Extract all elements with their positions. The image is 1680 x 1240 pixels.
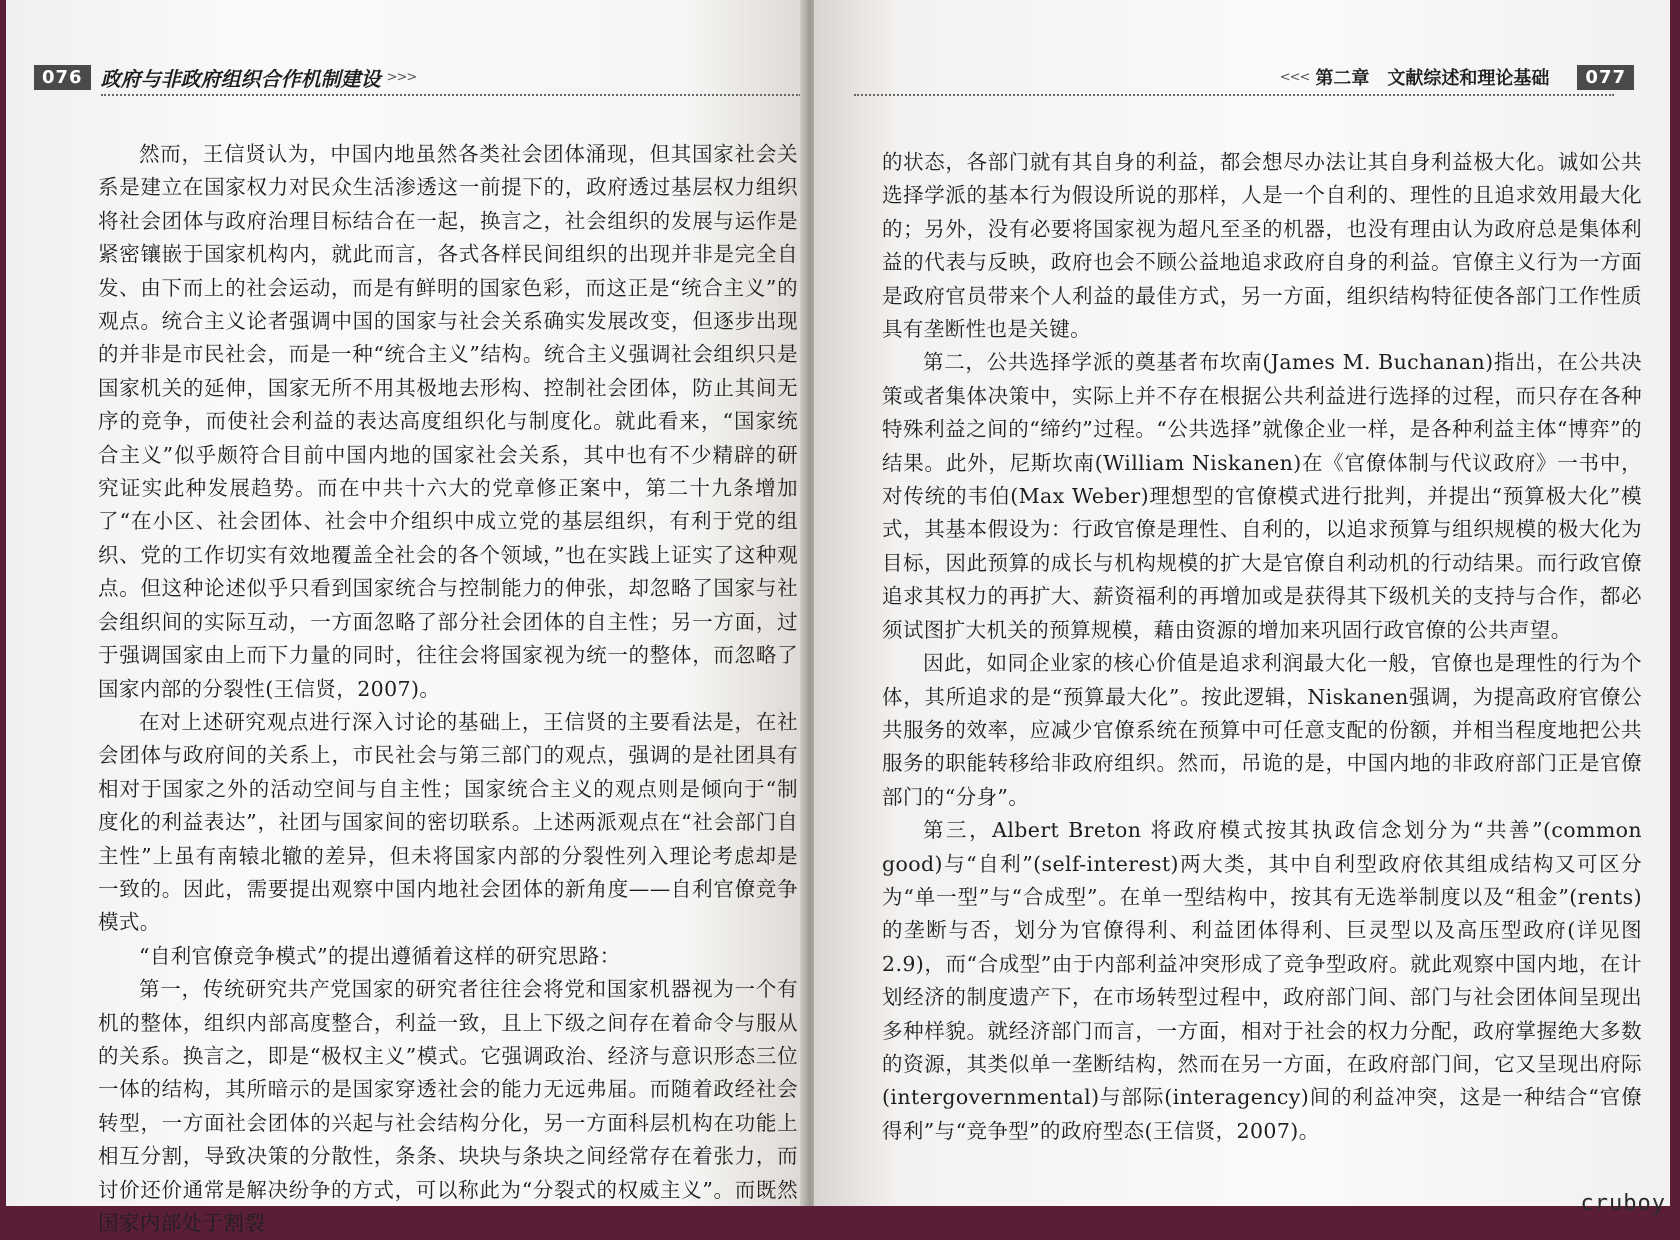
paragraph-continuation: 的状态，各部门就有其自身的利益，都会想尽办法让其自身利益极大化。诚如公共选择学派的基本行为假设所说的那样，人是一个自利的、理性的且追求效用最大化的；另外，没有必要将国家视为超凡至圣的机器，也没有理由认为政府总是集体利益的代表与反映，政府也会不顾公益地追求政府自身的利益。官僚主义行为一方面是政府官员带来个人利益的最佳方式，另一方面，组织结构特征使各部门工作性质具有垄断性也是关键。 [882,150,1642,342]
header-arrows: <<< [1279,69,1310,85]
paragraph: 然而，王信贤认为，中国内地虽然各类社会团体涌现，但其国家社会关系是建立在国家权力对民众生活渗透这一前提下的，政府透过基层权力组织将社会团体与政府治理目标结合在一起，换言之，社会组织的发展与运作是紧密镶嵌于国家机构内，就此而言，各式各样民间组织的出现并非是完全自发、由下而上的社会运动，而是有鲜明的国家色彩，而这正是“统合主义”的观点。统合主义论者强调中国的国家与社会关系确实发展改变，但逐步出现的并非是市民社会，而是一种“统合主义”结构。统合主义强调社会组织只是国家机关的延伸，国家无所不用其极地去形构、控制社会团体，防止其间无序的竞争，而使社会利益的表达高度组织化与制度化。就此看来，“国家统合主义”似乎颇符合目前中国内地的国家社会关系，其中也有不少精辟的研究证实此种发展趋势。而在中共十六大的党章修正案中，第二十九条增加了“在小区、社会团体、社会中介组织中成立党的基层组织，有利于党的组织、党的工作切实有效地覆盖全社会的各个领域，”也在实践上证实了这种观点。但这种论述似乎只看到国家统合与控制能力的伸张，却忽略了国家与社会组织间的实际互动，一方面忽略了部分社会团体的自主性；另一方面，过于强调国家由上而下力量的同时，往往会将国家视为统一的整体，而忽略了国家内部的分裂性(王信贤，2007)。 [98,142,798,701]
open-book [6,0,1670,1235]
right-page-body [882,146,1642,1148]
right-page-header [854,62,1634,92]
paragraph: “自利官僚竞争模式”的提出遵循着这样的研究思路： [139,943,621,968]
paragraph: 在对上述研究观点进行深入讨论的基础上，王信贤的主要看法是，在社会团体与政府间的关系上，市民社会与第三部门的观点，强调的是社团具有相对于国家之外的活动空间与自主性；国家统合主义的观点则是倾向于“制度化的利益表达”，社团与国家间的密切联系。上述两派观点在“社会部门自主性”上虽有南辕北辙的差异，但未将国家内部的分裂性列入理论考虑却是一致的。因此，需要提出观察中国内地社会团体的新角度——自利官僚竞争模式。 [98,709,798,935]
chapter-label: 第二章 [1315,68,1370,89]
page-number: 076 [34,65,91,90]
right-page [814,0,1670,1206]
running-title: 政府与非政府组织合作机制建设 [100,66,381,91]
header-arrows: >>> [386,69,417,85]
chapter-heading [1315,64,1567,90]
paragraph: 第二，公共选择学派的奠基者布坎南(James M. Buchanan)指出，在公共决策或者集体决策中，实际上并不存在根据公共利益进行选择的过程，而只存在各种特殊利益之间的“缔约”过程。“公共选择”就像企业一样，是各种利益主体“博弈”的结果。此外，尼斯坎南(William Niskanen)在《官僚体制与代议政府》一书中，对传统的韦伯(Max Weber)理想型的官僚模式进行批判，并提出“预算极大化”模式，其基本假设为：行政官僚是理性、自利的，以追求预算与组织规模的极大化为目标，因此预算的成长与机构规模的扩大是官僚自利动机的行动结果。而行政官僚追求其权力的再扩大、薪资福利的再增加或是获得其下级机关的支持与合作，都必须试图扩大机关的预算规模，藉由资源的增加来巩固行政官僚的公共声望。 [882,350,1642,642]
header-rule [101,94,801,96]
header-rule [854,94,1614,96]
watermark: cruboy [1580,1191,1666,1216]
chapter-title: 文献综述和理论基础 [1387,68,1550,89]
page-number: 077 [1577,65,1634,90]
paragraph: 第一，传统研究共产党国家的研究者往往会将党和国家机器视为一个有机的整体，组织内部高度整合，利益一致，且上下级之间存在着命令与服从的关系。换言之，即是“极权主义”模式。它强调政治、经济与意识形态三位一体的结构，其所暗示的是国家穿透社会的能力无远弗届。而随着政经社会转型，一方面社会团体的兴起与社会结构分化，另一方面科层机构在功能上相互分割，导致决策的分散性，条条、块块与条块之间经常存在着张力，而讨价还价通常是解决纷争的方式，可以称此为“分裂式的权威主义”。而既然国家内部处于割裂 [98,977,798,1235]
left-page-body [98,138,798,1240]
left-page-header [34,62,796,92]
left-page [6,0,806,1235]
paragraph: 第三，Albert Breton 将政府模式按其执政信念划分为“共善”(common good)与“自利”(self-interest)两大类，其中自利型政府依其组成结构又可区分为“单一型”与“合成型”。在单一型结构中，按其有无选举制度以及“租金”(rents)的垄断与否，划分为官僚得利、利益团体得利、巨灵型以及高压型政府(详见图 2.9)，而“合成型”由于内部利益冲突形成了竞争型政府。就此观察中国内地，在计划经济的制度遗产下，在市场转型过程中，政府部门间、部门与社会团体间呈现出多种样貌。就经济部门而言，一方面，相对于社会的权力分配，政府掌握绝大多数的资源，其类似单一垄断结构，然而在另一方面，在政府部门间，它又呈现出府际(intergovernmental)与部际(interagency)间的利益冲突，这是一种结合“官僚得利”与“竞争型”的政府型态(王信贤，2007)。 [882,818,1642,1143]
paragraph: 因此，如同企业家的核心价值是追求利润最大化一般，官僚也是理性的行为个体，其所追求的是“预算最大化”。按此逻辑，Niskanen强调，为提高政府官僚公共服务的效率，应减少官僚系统在预算中可任意支配的份额，并相当程度地把公共服务的职能转移给非政府组织。然而，吊诡的是，中国内地的非政府部门正是官僚部门的“分身”。 [882,651,1642,809]
